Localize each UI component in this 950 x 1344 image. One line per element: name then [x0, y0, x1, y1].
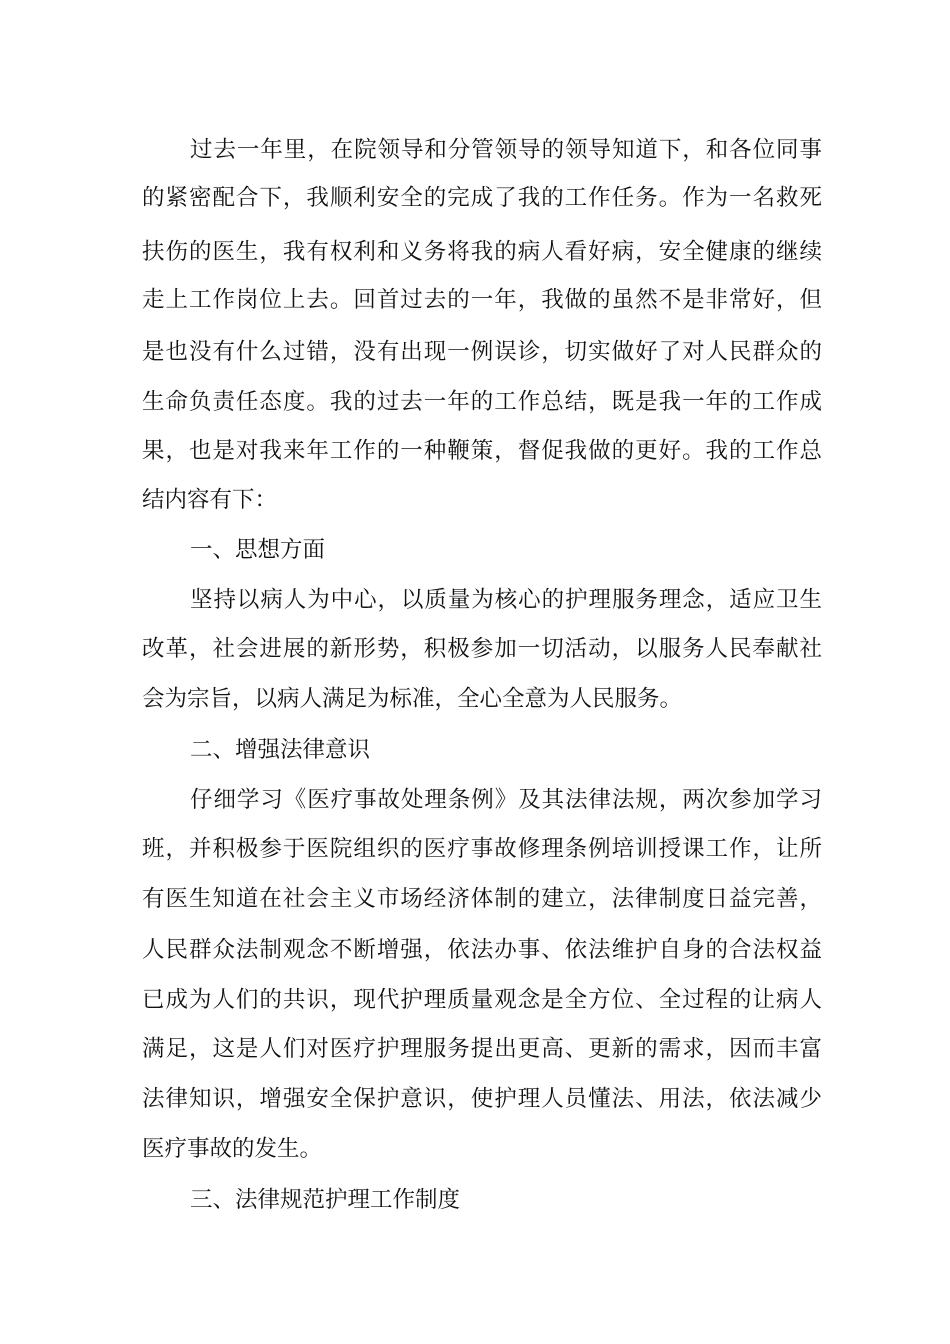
paragraph-2-line-1: 坚持以病人为中心，以质量为核心的护理服务理念，适应卫生	[190, 587, 822, 613]
paragraph-3-line-4: 人民群众法制观念不断增强，依法办事、依法维护自身的合法权益	[142, 937, 822, 963]
paragraph-3-line-3: 有医生知道在社会主义市场经济体制的建立，法律制度日益完善，	[142, 886, 822, 912]
paragraph-1-line-1: 过去一年里，在院领导和分管领导的领导知道下，和各位同事	[190, 137, 822, 163]
paragraph-3-line-5: 已成为人们的共识，现代护理质量观念是全方位、全过程的让病人	[142, 987, 822, 1013]
section-heading-1: 一、思想方面	[190, 537, 326, 563]
paragraph-3-line-6: 满足，这是人们对医疗护理服务提出更高、更新的需求，因而丰富	[142, 1036, 822, 1062]
paragraph-2-line-2: 改革，社会进展的新形势，积极参加一切活动，以服务人民奉献社	[142, 636, 822, 662]
paragraph-1-line-2: 的紧密配合下，我顺利安全的完成了我的工作任务。作为一名救死	[142, 185, 822, 211]
paragraph-2-line-3: 会为宗旨，以病人满足为标准，全心全意为人民服务。	[142, 686, 683, 712]
paragraph-3-line-7: 法律知识，增强安全保护意识，使护理人员懂法、用法，依法减少	[142, 1086, 822, 1112]
paragraph-1-line-6: 生命负责任态度。我的过去一年的工作总结，既是我一年的工作成	[142, 389, 822, 415]
paragraph-3-line-2: 班，并积极参于医院组织的医疗事故修理条例培训授课工作，让所	[142, 836, 822, 862]
paragraph-1-line-7: 果，也是对我来年工作的一种鞭策，督促我做的更好。我的工作总	[142, 438, 822, 464]
paragraph-1-line-3: 扶伤的医生，我有权利和义务将我的病人看好病，安全健康的继续	[142, 239, 822, 265]
paragraph-3-line-1: 仔细学习《医疗事故处理条例》及其法律法规，两次参加学习	[190, 787, 822, 813]
paragraph-1-line-5: 是也没有什么过错，没有出现一例误诊，切实做好了对人民群众的	[142, 339, 822, 365]
section-heading-3: 三、法律规范护理工作制度	[190, 1187, 461, 1213]
paragraph-1-line-4: 走上工作岗位上去。回首过去的一年，我做的虽然不是非常好，但	[142, 287, 822, 313]
paragraph-1-line-8: 结内容有下：	[142, 487, 278, 513]
section-heading-2: 二、增强法律意识	[190, 737, 371, 763]
paragraph-3-line-8: 医疗事故的发生。	[142, 1136, 323, 1162]
